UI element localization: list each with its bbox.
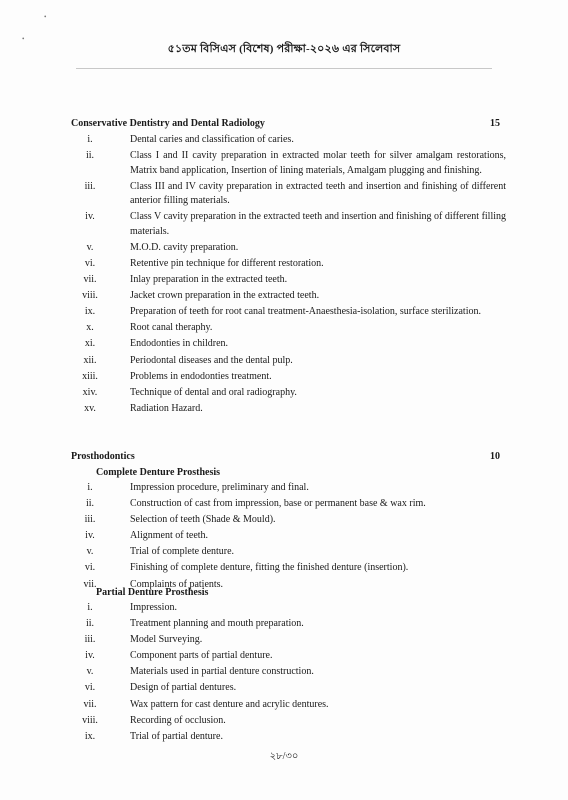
list-item: [66, 337, 506, 352]
item-number: i.: [87, 134, 93, 145]
item-number: ix.: [84, 306, 96, 318]
item-number: ii.: [85, 618, 95, 630]
item-text: Recording of occlusion.: [130, 714, 226, 726]
item-text: Finishing of complete denture, fitting the finished denture (insertion).: [130, 562, 409, 574]
item-text: Impression.: [130, 602, 177, 613]
list-item: [66, 665, 506, 680]
scan-speck: •: [22, 35, 25, 43]
list-item: [66, 601, 506, 616]
list-item: [66, 561, 506, 576]
list-item: [66, 370, 506, 385]
item-text: Technique of dental and oral radiography.: [130, 386, 297, 398]
item-number: iv.: [85, 530, 95, 542]
item-text: Dental caries and classification of caries.: [130, 134, 294, 145]
item-number: xiv.: [82, 386, 98, 398]
item-text: Component parts of partial denture.: [130, 650, 273, 662]
section-title-conservative-dentistry: Conservative Dentistry and Dental Radiology: [71, 118, 265, 129]
subsection-title-complete-denture: Complete Denture Prosthesis: [96, 467, 221, 478]
item-text: Preparation of teeth for root canal treatment-Anaesthesia-isolation, surface sterilization.: [130, 306, 481, 318]
item-number: xv.: [84, 402, 96, 414]
conservative-dentistry-list: [66, 133, 506, 418]
item-number: iii.: [84, 514, 96, 526]
item-number: viii.: [82, 714, 98, 726]
item-text: Inlay preparation in the extracted teeth.: [130, 274, 288, 286]
item-text: Class I and II cavity preparation in extracted molar teeth for silver amalgam restorations, Matrix band application, Insertion of lining materials, Amalgam plugging and finishing.: [130, 150, 506, 176]
list-item: [66, 273, 506, 288]
item-number: v.: [86, 546, 94, 558]
list-item: [66, 180, 506, 209]
item-text: Model Surveying.: [130, 634, 203, 646]
item-number: ii.: [85, 498, 95, 510]
list-item: [66, 529, 506, 544]
subsection-title-partial-denture: Partial Denture Prosthesis: [96, 587, 209, 598]
list-item: [66, 149, 506, 178]
list-item: [66, 321, 506, 336]
item-number: xii.: [83, 354, 97, 366]
item-text: Wax pattern for cast denture and acrylic dentures.: [130, 698, 329, 710]
item-text: Impression procedure, preliminary and final.: [130, 482, 309, 493]
list-item: [66, 545, 506, 560]
list-item: [66, 133, 506, 148]
list-item: [66, 305, 506, 320]
item-number: iv.: [85, 650, 95, 662]
list-item: [66, 386, 506, 401]
list-item: [66, 698, 506, 713]
item-text: Trial of partial denture.: [130, 730, 223, 742]
list-item: [66, 241, 506, 256]
item-text: Radiation Hazard.: [130, 402, 203, 414]
item-number: vi.: [84, 257, 96, 269]
item-text: Retentive pin technique for different restoration.: [130, 257, 324, 269]
section-title-prosthodontics: Prosthodontics: [71, 451, 135, 462]
item-text: Root canal theraphy.: [130, 322, 213, 334]
item-number: v.: [86, 241, 94, 253]
item-text: Treatment planning and mouth preparation.: [130, 618, 304, 630]
item-text: Endodonties in children.: [130, 338, 229, 350]
list-item: [66, 633, 506, 648]
item-number: vi.: [84, 682, 96, 694]
list-item: [66, 289, 506, 304]
item-text: Class V cavity preparation in the extracted teeth and insertion and finishing of different filling materials.: [130, 211, 507, 237]
partial-denture-list: [66, 601, 506, 746]
item-text: Alignment of teeth.: [130, 530, 209, 542]
list-item: [66, 354, 506, 369]
complete-denture-list: [66, 481, 506, 594]
list-item: [66, 497, 506, 512]
item-text: Construction of cast from impression, base or permanent base & wax rim.: [130, 498, 426, 510]
item-number: vii.: [83, 698, 97, 710]
item-number: iv.: [85, 211, 95, 223]
item-text: Materials used in partial denture construction.: [130, 666, 314, 678]
list-item: [66, 481, 506, 496]
item-number: i.: [87, 482, 93, 493]
item-number: vii.: [83, 274, 97, 286]
list-item: [66, 617, 506, 632]
list-item: [66, 513, 506, 528]
item-number: v.: [86, 666, 94, 678]
list-item: [66, 649, 506, 664]
item-number: i.: [87, 602, 93, 613]
item-number: iii.: [84, 180, 96, 192]
list-item: [66, 714, 506, 729]
section-marks-prosthodontics: 10: [490, 451, 500, 462]
item-text: Complaints of patients.: [130, 578, 224, 590]
item-text: M.O.D. cavity preparation.: [130, 241, 239, 253]
list-item: [66, 210, 506, 239]
section-marks-conservative-dentistry: 15: [490, 118, 500, 129]
item-text: Selection of teeth (Shade & Mould).: [130, 514, 276, 526]
list-item: [66, 402, 506, 417]
page-header-title: ৫১তম বিসিএস (বিশেষ) পরীক্ষা-২০২৬ এর সিলেবাস: [167, 43, 401, 55]
item-text: Trial of complete denture.: [130, 546, 235, 558]
item-text: Jacket crown preparation in the extracted teeth.: [130, 290, 320, 302]
item-text: Design of partial dentures.: [130, 682, 237, 694]
item-number: ix.: [84, 730, 96, 742]
item-number: vii.: [83, 578, 97, 590]
item-number: vi.: [84, 562, 96, 574]
list-item: [66, 257, 506, 272]
page-number: ২৮/৩০: [269, 751, 299, 762]
scan-speck: •: [44, 13, 47, 21]
item-number: viii.: [82, 290, 98, 302]
item-number: x.: [86, 322, 94, 334]
list-item: [66, 730, 506, 745]
header-divider: [76, 68, 492, 69]
list-item: [66, 681, 506, 696]
item-number: iii.: [84, 634, 96, 646]
item-text: Class III and IV cavity preparation in extracted teeth and insertion and finishing of different anterior filling materials.: [130, 180, 506, 207]
item-text: Periodontal diseases and the dental pulp.: [130, 354, 293, 366]
item-number: xiii.: [82, 370, 98, 382]
item-number: ii.: [85, 150, 95, 162]
item-text: Problems in endodonties treatment.: [130, 370, 272, 382]
item-number: xi.: [84, 338, 96, 350]
